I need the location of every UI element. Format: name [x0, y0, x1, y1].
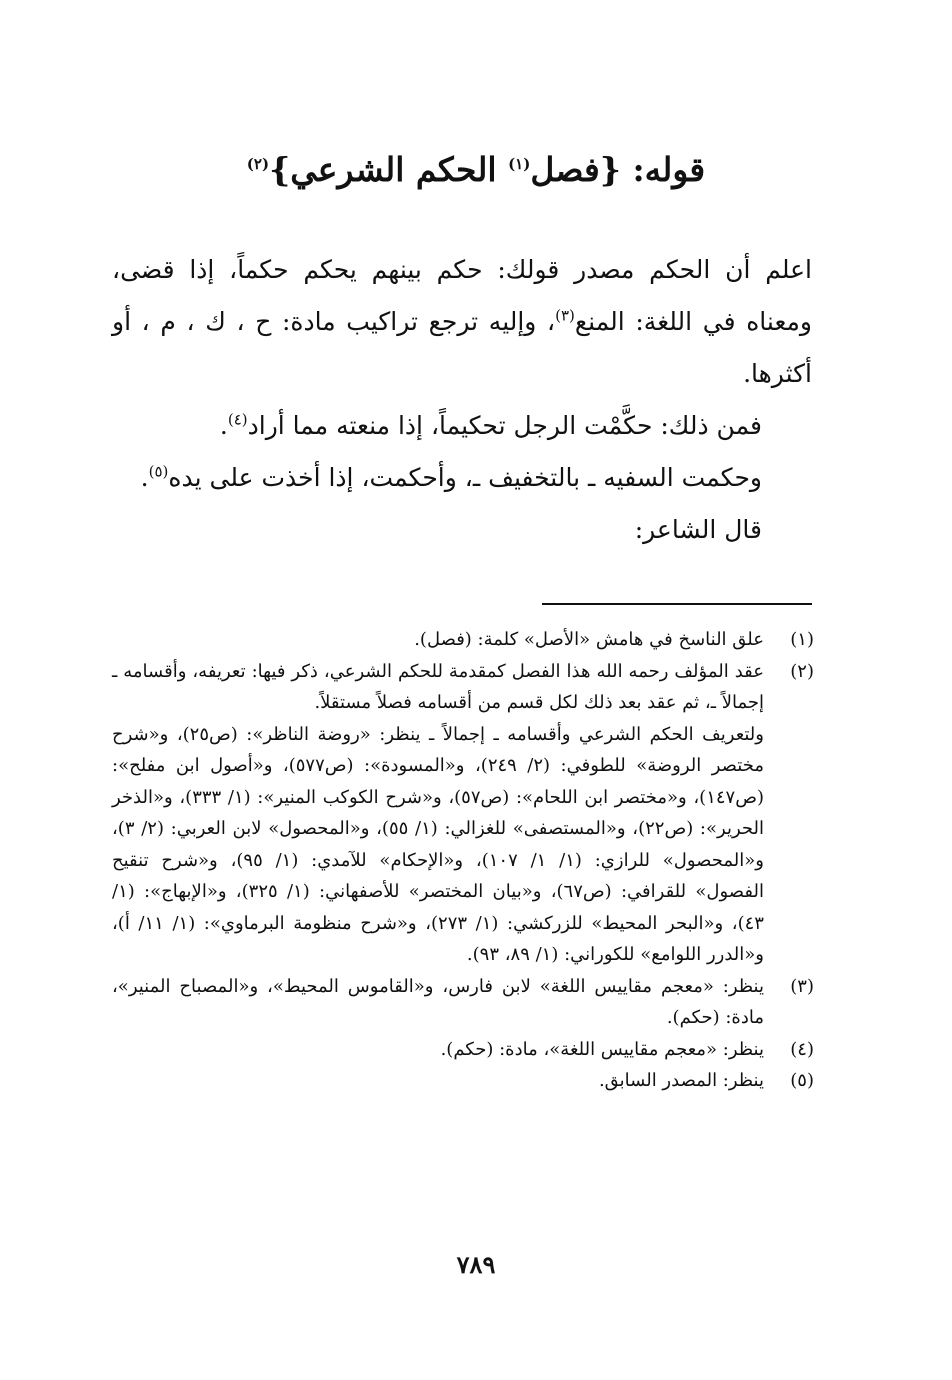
footnote-1 [112, 624, 814, 656]
footnote-number: (٢) [790, 660, 814, 682]
section-heading [150, 140, 802, 200]
footnote-text: ولتعريف الحكم الشرعي وأقسامه ـ إجمالاً ـ ينظر: «روضة الناظر»: (ص٢٥)، و«شرح مختصر الروضة» للطوفي: (٢/ ٢٤٩)، و«المسودة»: (ص٥٧٧)، و«أصول ابن مفلح»: (ص١٤٧)، و«مختصر ابن اللحام»: (ص٥٧)، و«شرح الكوكب المنير»: (١/ ٣٣٣)، و«الذخر الحرير»: (ص٢٢)، و«المستصفى» للغزالي: (١/ ٥٥)، و«المحصول» لابن العربي: (٢/ ٣)، و«المحصول» للرازي: (١/ ١/ ١٠٧)، و«الإحكام» للآمدي: (١/ ٩٥)، و«شرح تنقيح الفصول» للقرافي: (ص٦٧)، و«بيان المختصر» للأصفهاني: (١/ ٣٢٥)، و«الإبهاج»: (١/ ٤٣)، و«البحر المحيط» للزركشي: (١/ ٢٧٣)، و«شرح منظومة البرماوي»: (١/ ١١/ أ)، و«الدرر اللوامع» للكوراني: (١/ ٨٩، ٩٣). [112, 723, 764, 965]
heading-text-start: قوله: {فصل [530, 150, 706, 189]
heading-footnote-ref-1[interactable]: (١) [508, 155, 531, 173]
footnote-text: علق الناسخ في هامش «الأصل» كلمة: (فصل). [414, 629, 764, 650]
paragraph-3-text-a: وحكمت السفيه ـ بالتخفيف ـ، وأحكمت، إذا أخذت على يده [168, 463, 762, 492]
footnote-text: ينظر: المصدر السابق. [598, 1070, 764, 1091]
footnote-number: (٥) [790, 1070, 814, 1091]
footnote-number: (٣) [790, 975, 814, 997]
footnote-separator [542, 603, 812, 605]
footnote-text: ينظر: «معجم مقاييس اللغة»، مادة: (حكم). [440, 1038, 764, 1060]
footnote-ref-3[interactable]: (٣) [555, 306, 575, 325]
paragraph-2-text-a: فمن ذلك: حكَّمْت الرجل تحكيماً، إذا منعته مما أراد [247, 411, 762, 440]
heading-footnote-ref-2[interactable]: (٢) [246, 155, 270, 173]
footnote-5 [112, 1065, 814, 1097]
paragraph-1 [112, 244, 812, 400]
paragraph-3 [112, 452, 812, 504]
footnote-ref-5[interactable]: (٥) [148, 462, 169, 481]
paragraph-2 [112, 400, 812, 452]
paragraph-3-text-b: . [140, 463, 149, 492]
footnote-text: عقد المؤلف رحمه الله هذا الفصل كمقدمة للحكم الشرعي، ذكر فيها: تعريفه، وأقسامه ـ إجمالاً ـ، ثم عقد بعد ذلك لكل قسم من أقسامه فصلاً مستقلاً. [112, 660, 764, 713]
footnote-text: ينظر: «معجم مقاييس اللغة» لابن فارس، و«القاموس المحيط»، و«المصباح المنير»، مادة: (حكم). [112, 975, 764, 1028]
footnotes [112, 624, 814, 1097]
page-number: ٧٨٩ [456, 1250, 496, 1279]
paragraph-1-text-a: اعلم أن الحكم مصدر قولك: حكم بينهم يحكم حكماً، إذا قضى، ومعناه في اللغة: المنع [112, 255, 812, 336]
footnote-number: (١) [790, 629, 814, 650]
footnote-number: (٤) [790, 1038, 814, 1060]
footnote-4 [112, 1034, 814, 1066]
paragraph-4: قال الشاعر: [634, 515, 762, 544]
footnote-3 [112, 971, 814, 1034]
footnote-2 [112, 656, 814, 971]
paragraph-1-text-b: ، وإليه ترجع تراكيب مادة: ح ، ك ، م ، أو أكثرها. [112, 307, 812, 388]
heading-text-end: الحكم الشرعي} [269, 150, 509, 189]
footnote-ref-4[interactable]: (٤) [227, 410, 248, 429]
main-text [112, 244, 812, 556]
paragraph-2-text-b: . [219, 411, 228, 440]
